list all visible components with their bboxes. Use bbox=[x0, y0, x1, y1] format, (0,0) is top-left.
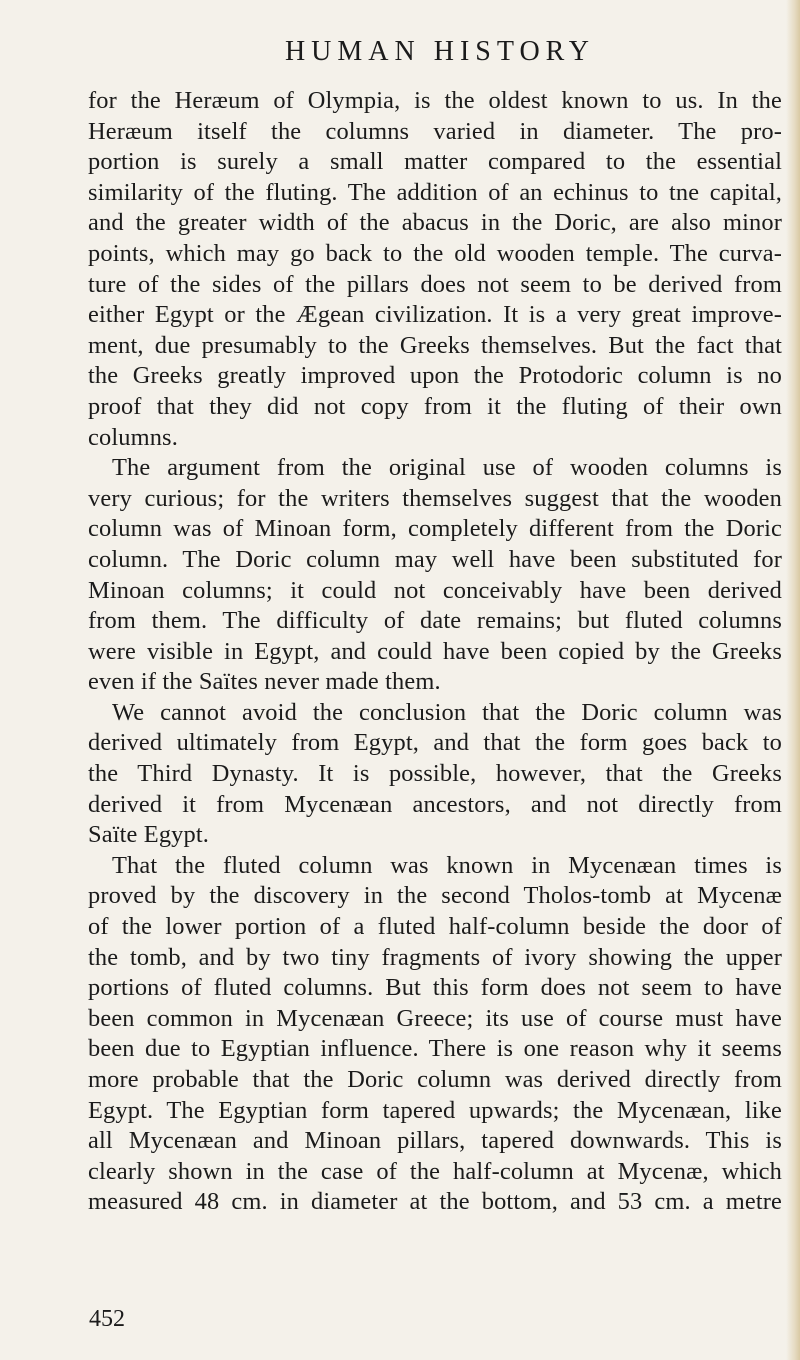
text-line: proved by the discovery in the second Tholos-tomb at Mycenæ bbox=[88, 882, 782, 910]
text-line: derived it from Mycenæan ancestors, and not directly from bbox=[88, 790, 782, 818]
text-line: the Greeks greatly improved upon the Protodoric column is no bbox=[88, 362, 782, 390]
text-line: points, which may go back to the old wooden temple. The curva- bbox=[88, 239, 782, 267]
text-line: clearly shown in the case of the half-column at Mycenæ, which bbox=[88, 1157, 782, 1185]
text-line: even if the Saïtes never made them. bbox=[88, 668, 441, 696]
text-line: ture of the sides of the pillars does not seem to be derived from bbox=[88, 270, 782, 298]
text-line: more probable that the Doric column was derived directly from bbox=[88, 1066, 782, 1093]
text-line: columns. bbox=[88, 423, 178, 451]
text-line: been common in Mycenæan Greece; its use of course must have bbox=[88, 1004, 782, 1032]
text-line: very curious; for the writers themselves suggest that the wooden bbox=[88, 484, 782, 512]
text-line: either Egypt or the Ægean civilization. It is a very great improve- bbox=[88, 301, 782, 329]
text-line: derived ultimately from Egypt, and that the form goes back to bbox=[88, 729, 782, 757]
text-line: portions of fluted columns. But this form does not seem to have bbox=[88, 974, 782, 1002]
text-line: Heræum itself the columns varied in diameter. The pro- bbox=[88, 117, 782, 145]
text-line: been due to Egyptian influence. There is one reason why it seems bbox=[88, 1035, 782, 1063]
text-line: proof that they did not copy from it the fluting of their own bbox=[88, 392, 782, 420]
text-line: Minoan columns; it could not conceivably have been derived bbox=[88, 576, 782, 604]
text-line: column. The Doric column may well have been substituted for bbox=[88, 545, 782, 573]
text-line: the tomb, and by two tiny fragments of ivory showing the upper bbox=[88, 943, 782, 971]
page-edge-shadow bbox=[786, 0, 800, 1360]
paragraph-start-line: We cannot avoid the conclusion that the Doric column was bbox=[112, 698, 782, 726]
body-text bbox=[88, 86, 782, 1218]
text-line: Saïte Egypt. bbox=[88, 821, 210, 849]
text-line: were visible in Egypt, and could have been copied by the Greeks bbox=[88, 637, 782, 665]
text-line: and the greater width of the abacus in the Doric, are also minor bbox=[88, 209, 782, 237]
running-head-title: HUMAN HISTORY bbox=[284, 36, 596, 67]
text-line: portion is surely a small matter compared to the essential bbox=[88, 148, 782, 176]
text-line: all Mycenæan and Minoan pillars, tapered downwards. This is bbox=[88, 1127, 782, 1155]
text-line: ment, due presumably to the Greeks themselves. But the fact that bbox=[88, 331, 782, 359]
paragraph-start-line: The argument from the original use of wooden columns is bbox=[112, 454, 782, 482]
text-line: for the Heræum of Olympia, is the oldest known to us. In the bbox=[88, 87, 782, 114]
text-line: column was of Minoan form, completely different from the Doric bbox=[88, 515, 782, 543]
text-line: the Third Dynasty. It is possible, however, that the Greeks bbox=[88, 760, 782, 788]
text-line: of the lower portion of a fluted half-column beside the door of bbox=[88, 913, 782, 941]
text-line: Egypt. The Egyptian form tapered upwards; the Mycenæan, like bbox=[88, 1096, 782, 1124]
text-line: measured 48 cm. in diameter at the bottom, and 53 cm. a metre bbox=[88, 1188, 782, 1216]
paragraph-start-line: That the fluted column was known in Mycenæan times is bbox=[112, 851, 782, 879]
page-number: 452 bbox=[89, 1306, 125, 1332]
text-line: similarity of the fluting. The addition of an echinus to tne capital, bbox=[88, 178, 782, 206]
text-line: from them. The difficulty of date remains; but fluted columns bbox=[88, 607, 782, 635]
